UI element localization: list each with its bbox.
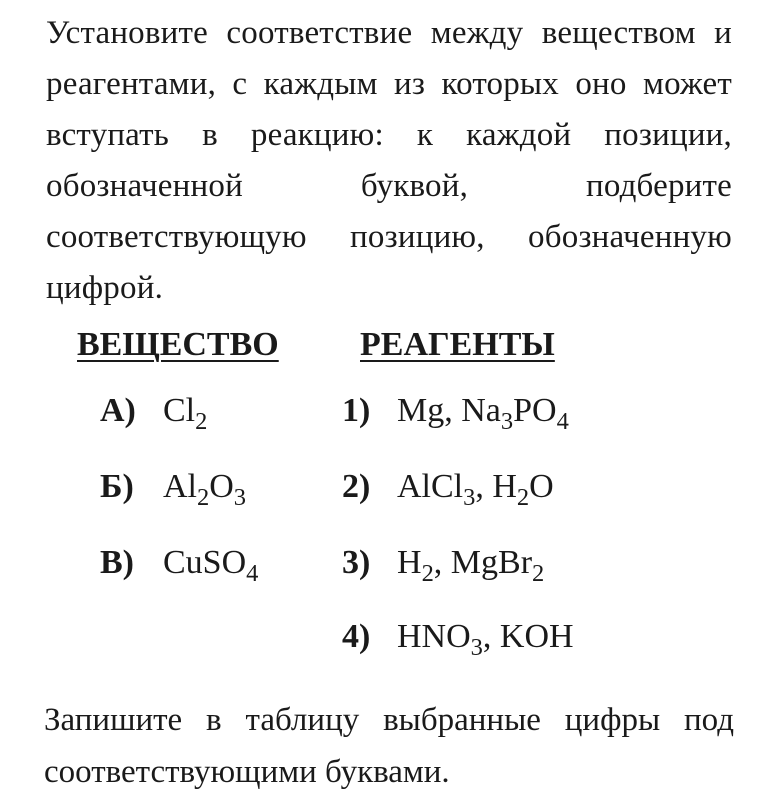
task-statement: Установите соответствие между веществом и реагентами, с каждым из которых оно может вступать в реакцию: к каждой позиции, обозначенной буквой, подберите соответствующую позицию, обозначенную цифрой. <box>46 15 732 306</box>
answer-instruction: Запишите в таблицу выбранные цифры под соответствующими буквами. <box>44 702 734 790</box>
matching-row <box>0 544 775 594</box>
reagent-formula: $H_2$, MgBr$_2$ <box>397 544 545 587</box>
reagent-formula: AlCl$_3$, $H_2O$ <box>397 468 554 511</box>
matching-row <box>0 392 775 442</box>
substance-formula: $Cl_2$ <box>163 392 208 435</box>
matching-row <box>0 618 775 668</box>
reagent-formula: $HNO_3$, KOH <box>397 618 574 661</box>
reagents-header: РЕАГЕНТЫ <box>360 326 555 363</box>
reagent-label: 3) <box>342 544 371 581</box>
substance-header: ВЕЩЕСТВО <box>77 326 279 363</box>
substance-label: А) <box>100 392 136 429</box>
substance-formula: $Al_2O_3$ <box>163 468 247 511</box>
substance-formula: CuSO$_4$ <box>163 544 259 587</box>
column-headers <box>0 326 775 372</box>
reagent-formula: Mg, $Na_3PO_4$ <box>397 392 569 435</box>
matching-row <box>0 468 775 518</box>
reagent-label: 4) <box>342 618 371 655</box>
substance-label: В) <box>100 544 134 581</box>
reagent-label: 1) <box>342 392 371 429</box>
substance-label: Б) <box>100 468 134 505</box>
reagent-label: 2) <box>342 468 371 505</box>
